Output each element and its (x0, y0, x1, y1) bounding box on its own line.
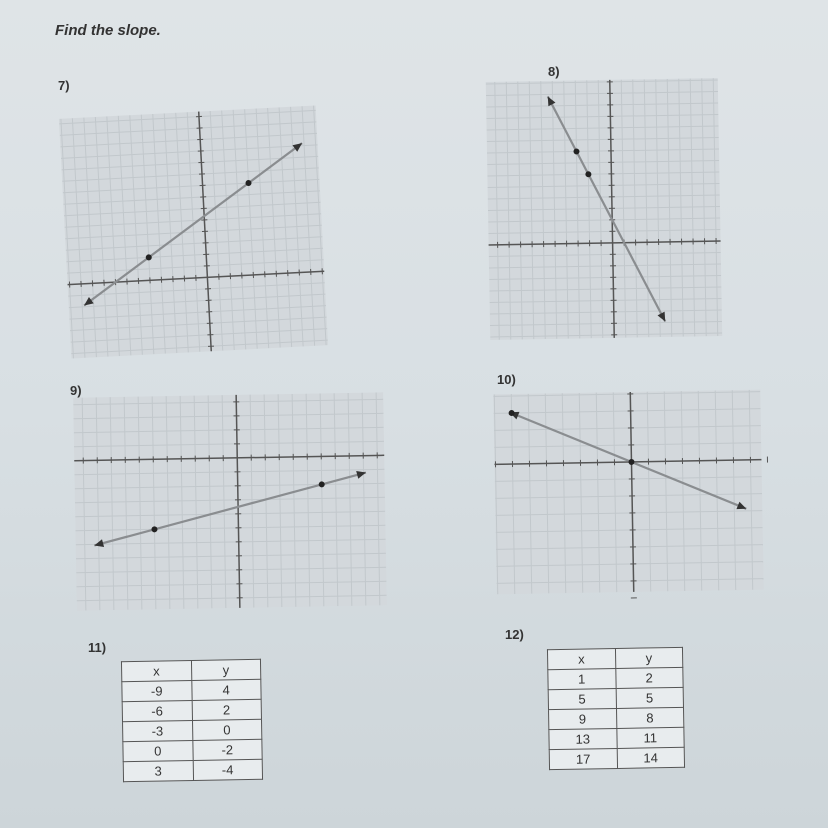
table-row (548, 667, 683, 689)
table-row (122, 699, 261, 721)
cell-x: 5 (548, 689, 616, 710)
cell-y: 14 (617, 747, 685, 768)
table-row (549, 727, 684, 749)
cell-x: -9 (122, 681, 192, 702)
cell-y: 4 (191, 679, 261, 700)
problem-7-number: 7) (58, 78, 70, 93)
cell-x: 1 (548, 669, 616, 690)
table-row (548, 687, 683, 709)
problem-9-number: 9) (70, 383, 82, 398)
cell-x: 9 (549, 709, 617, 730)
cell-y: 2 (192, 699, 262, 720)
header-x: x (547, 649, 615, 670)
problem-11-number: 11) (88, 640, 107, 655)
table-row (123, 739, 262, 761)
cell-y: 11 (616, 727, 684, 748)
cell-y: -2 (192, 739, 262, 760)
coordinate-plane (493, 390, 770, 601)
cell-y: 5 (616, 687, 684, 708)
problem-10-number: 10) (497, 372, 516, 387)
problem-12-number: 12) (505, 627, 524, 642)
problem-12-table (547, 647, 685, 770)
table-row (123, 719, 262, 741)
table-row (123, 759, 262, 781)
cell-x: 13 (549, 728, 617, 749)
cell-y: 2 (615, 667, 683, 688)
cell-y: 8 (616, 707, 684, 728)
problem-11-table (121, 659, 263, 782)
header-y: y (615, 647, 683, 668)
header-row (121, 659, 260, 681)
table-row (122, 679, 261, 701)
cell-x: -3 (123, 721, 193, 742)
cell-x: 0 (123, 740, 193, 761)
problem-8-number: 8) (548, 64, 560, 79)
cell-x: 3 (123, 760, 193, 781)
cell-y: 0 (192, 719, 262, 740)
table-row (549, 747, 684, 769)
table-row (549, 707, 684, 729)
cell-y: -4 (193, 759, 263, 780)
header-y: y (191, 659, 261, 680)
header-x: x (121, 661, 191, 682)
cell-x: -6 (122, 701, 192, 722)
cell-x: 17 (549, 748, 617, 769)
header-row (547, 647, 682, 669)
instructions: Find the slope. (55, 22, 161, 39)
